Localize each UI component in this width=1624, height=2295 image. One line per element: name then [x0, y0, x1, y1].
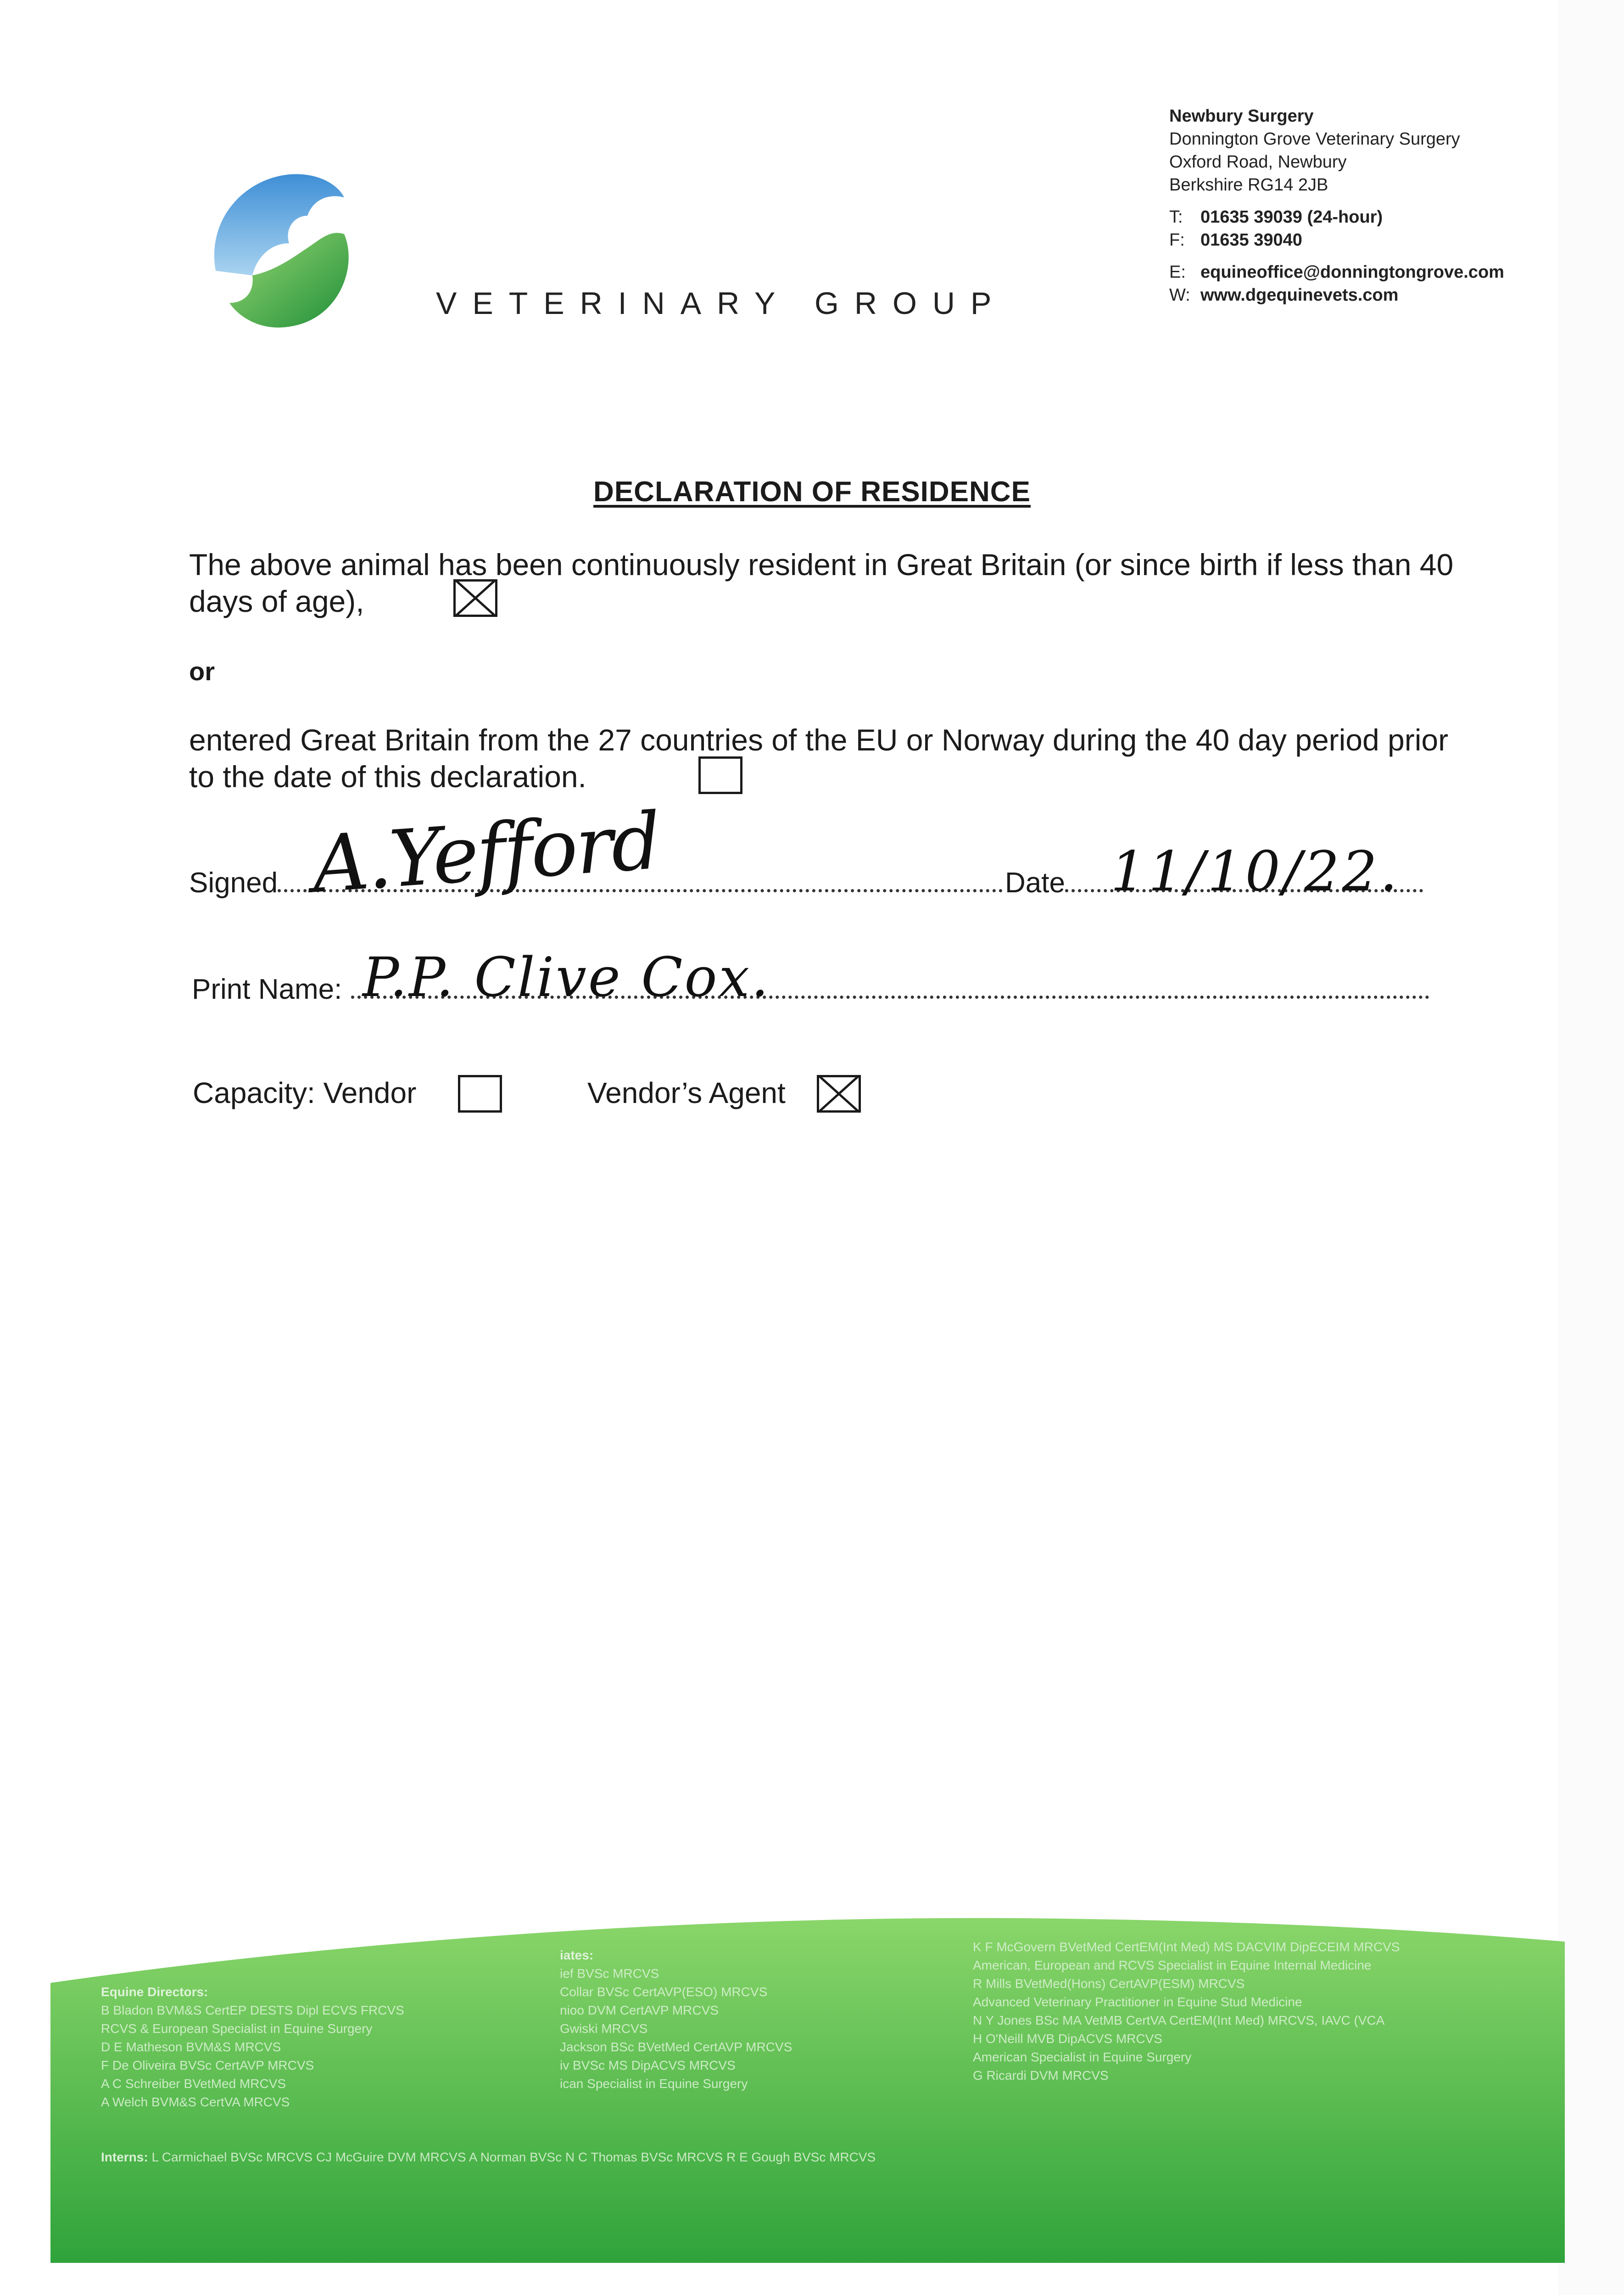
address-line: Berkshire RG14 2JB [1169, 175, 1328, 195]
veterinary-group-logo [202, 165, 367, 340]
associate-entry: nioo DVM CertAVP MRCVS [560, 2003, 719, 2017]
director-entry: D E Matheson BVM&S MRCVS [101, 2040, 281, 2054]
associate-entry: Jackson BSc BVetMed CertAVP MRCVS [560, 2040, 792, 2054]
date-handwriting: 11/10/22. [1111, 840, 1401, 904]
staff-entry: R Mills BVetMed(Hons) CertAVP(ESM) MRCVS [973, 1976, 1245, 1991]
tel-number: 01635 39039 (24-hour) [1200, 207, 1383, 227]
staff-entry: H O'Neill MVB DipACVS MRCVS [973, 2032, 1162, 2046]
email-line [1169, 261, 1564, 284]
director-entry: F De Oliveira BVSc CertAVP MRCVS [101, 2058, 314, 2072]
residence-paragraph: The above animal has been continuously resident in Great Britain (or since birth if less than 40 days of age), [189, 548, 1454, 618]
print-name-label: Print Name: [192, 974, 342, 1005]
fax-line [1169, 229, 1564, 252]
directors-column [101, 1983, 404, 2111]
declaration-title: DECLARATION OF RESIDENCE [593, 476, 1031, 508]
entered-checkbox[interactable] [698, 756, 742, 794]
staff-entry: American Specialist in Equine Surgery [973, 2050, 1192, 2064]
associate-entry: ican Specialist in Equine Surgery [560, 2077, 748, 2091]
associates-label: iates: [560, 1948, 594, 1962]
scan-edge [1558, 0, 1624, 2295]
vendors-agent-checkbox[interactable] [817, 1075, 861, 1113]
footer-band [50, 1905, 1565, 2263]
staff-entry: G Ricardi DVM MRCVS [973, 2068, 1109, 2082]
associate-entry: Collar BVSc CertAVP(ESO) MRCVS [560, 1985, 768, 1999]
director-entry: A C Schreiber BVetMed MRCVS [101, 2077, 286, 2091]
director-entry: A Welch BVM&S CertVA MRCVS [101, 2095, 290, 2109]
signed-label: Signed [189, 867, 278, 899]
directors-label: Equine Directors: [101, 1985, 208, 1999]
logo-icon [202, 165, 367, 340]
tel-label: T: [1169, 207, 1183, 227]
surgery-name: Newbury Surgery [1169, 106, 1314, 126]
capacity-vendor-label: Capacity: Vendor [193, 1076, 417, 1109]
web-label: W: [1169, 285, 1190, 305]
address-line: Oxford Road, Newbury [1169, 152, 1347, 172]
email-address: equineoffice@donningtongrove.com [1200, 263, 1504, 282]
print-name-handwriting: P.P. Clive Cox. [363, 946, 770, 1009]
or-label: or [189, 657, 215, 686]
interns-label: Interns: [101, 2150, 148, 2164]
telephone-line [1169, 206, 1564, 229]
staff-entry: N Y Jones BSc MA VetMB CertVA CertEM(Int Med) MRCVS, IAVC (VCA [973, 2013, 1385, 2027]
resident-checkbox[interactable] [453, 579, 497, 617]
address-line: Donnington Grove Veterinary Surgery [1169, 129, 1460, 149]
vendors-agent-label: Vendor’s Agent [587, 1076, 786, 1109]
director-entry: RCVS & European Specialist in Equine Surgery [101, 2021, 373, 2036]
entered-paragraph: entered Great Britain from the 27 countries of the EU or Norway during the 40 day period prior to the date of this declaration. [189, 723, 1449, 794]
vendor-checkbox[interactable] [458, 1075, 502, 1113]
group-name: VETERINARY GROUP [436, 286, 1007, 321]
director-entry: B Bladon BVM&S CertEP DESTS Dipl ECVS FRCVS [101, 2003, 404, 2017]
staff-entry: American, European and RCVS Specialist in Equine Internal Medicine [973, 1958, 1372, 1972]
staff-entry: K F McGovern BVetMed CertEM(Int Med) MS DACVIM DipECEIM MRCVS [973, 1940, 1400, 1954]
staff-column [973, 1938, 1400, 2085]
interns-names: L Carmichael BVSc MRCVS CJ McGuire DVM MRCVS A Norman BVSc N C Thomas BVSc MRCVS R E Gough BVSc MRCVS [151, 2150, 876, 2164]
email-label: E: [1169, 263, 1186, 282]
interns-line [101, 2148, 876, 2166]
associate-entry: ief BVSc MRCVS [560, 1966, 659, 1981]
associates-column [560, 1946, 792, 2093]
associate-entry: iv BVSc MS DipACVS MRCVS [560, 2058, 736, 2072]
web-address: www.dgequinevets.com [1200, 285, 1399, 305]
associate-entry: Gwiski MRCVS [560, 2021, 648, 2036]
web-line [1169, 284, 1564, 307]
fax-number: 01635 39040 [1200, 230, 1302, 250]
staff-entry: Advanced Veterinary Practitioner in Equine Stud Medicine [973, 1995, 1302, 2009]
signature-handwriting: A.Yefford [309, 795, 663, 911]
date-label: Date [1005, 867, 1065, 899]
fax-label: F: [1169, 230, 1185, 250]
address-block [1169, 105, 1564, 307]
